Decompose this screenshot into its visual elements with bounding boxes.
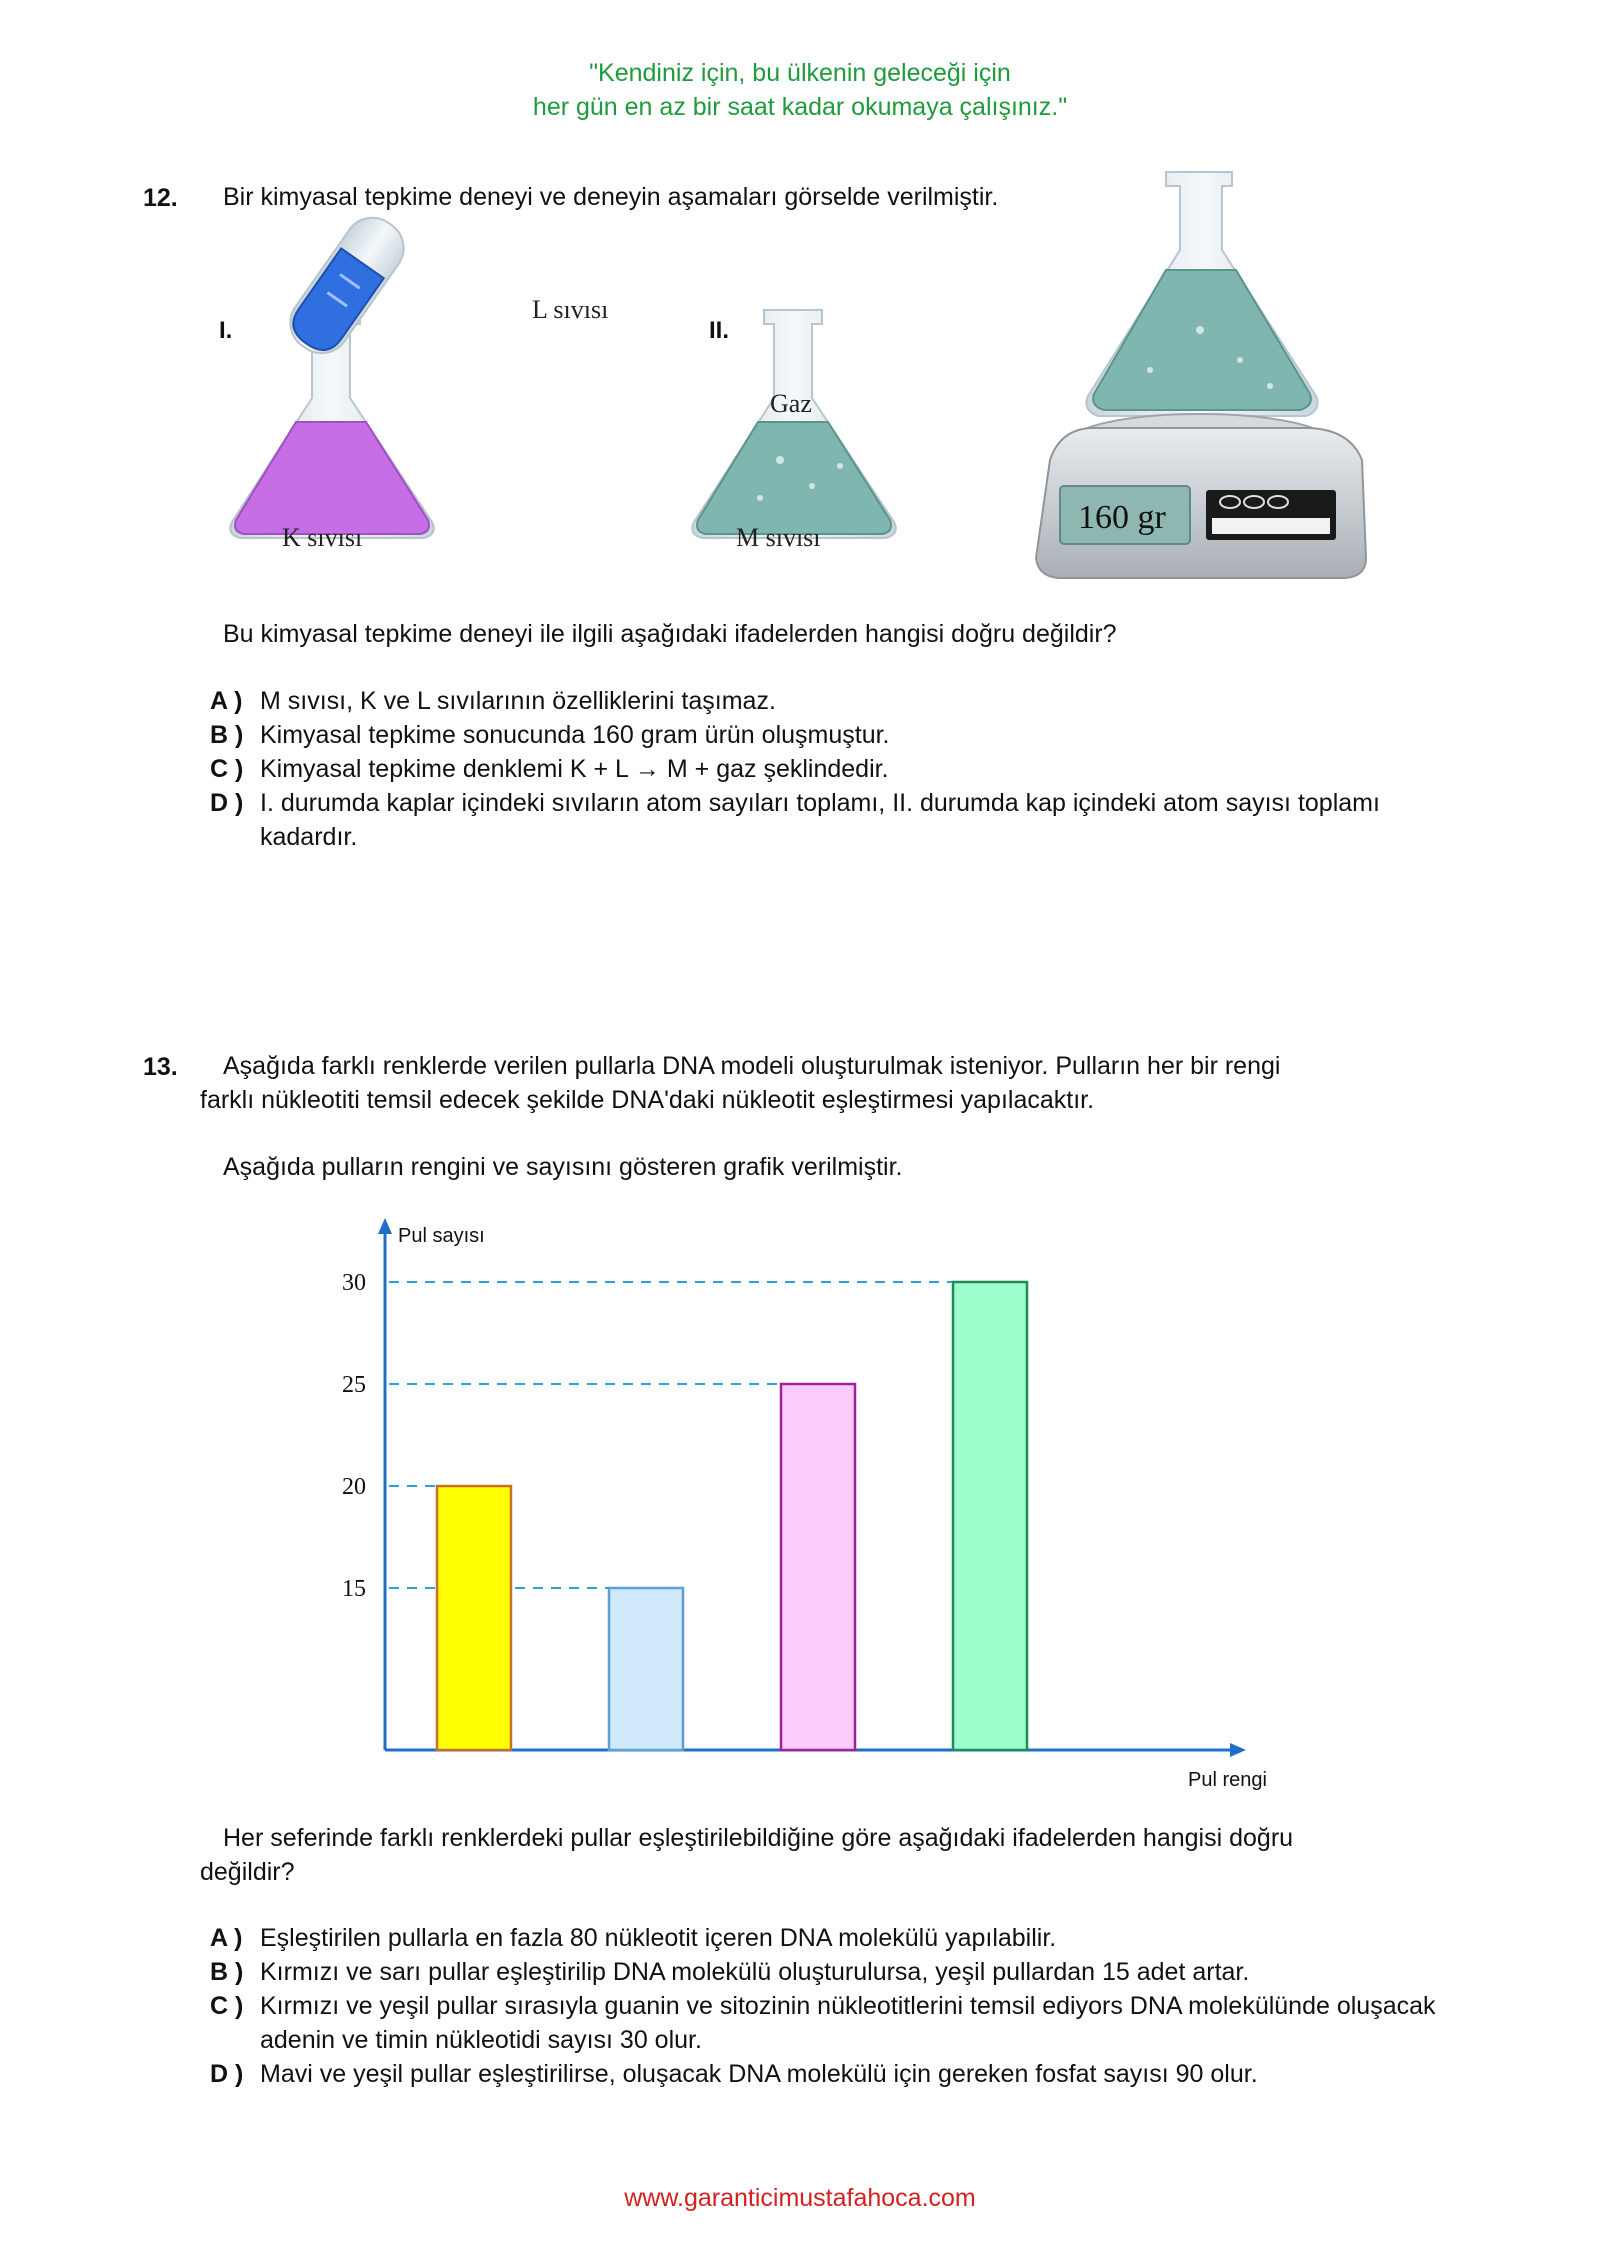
option-label: A ): [210, 687, 243, 715]
y-tick-label: 25: [342, 1372, 366, 1398]
question-12-prompt: Bu kimyasal tepkime deneyi ile ilgili aşağıdaki ifadelerden hangisi doğru değildir?: [223, 620, 1117, 648]
q12-option-b[interactable]: [210, 718, 1440, 752]
option-text: Eşleştirilen pullarla en fazla 80 nükleotit içeren DNA molekülü yapılabilir.: [260, 1924, 1057, 1952]
option-label: A ): [210, 1924, 243, 1952]
q13-option-d[interactable]: [210, 2057, 1440, 2091]
stage-1-label: I.: [219, 317, 233, 344]
pul-bar-3: [781, 1384, 855, 1750]
option-text: Mavi ve yeşil pullar eşleştirilirse, oluşacak DNA molekülü için gereken fosfat sayısı 90 olur.: [260, 2060, 1258, 2088]
option-label: D ): [210, 789, 244, 817]
question-13-text-line-2: farklı nükleotiti temsil edecek şekilde DNA'daki nükleotit eşleştirmesi yapılacaktır.: [200, 1086, 1095, 1114]
question-13-number: 13.: [143, 1053, 178, 1081]
footer-url: www.garanticimustafahoca.com: [624, 2184, 976, 2212]
y-axis-arrow: [378, 1218, 392, 1234]
l-liquid-label: L sıvısı: [532, 295, 609, 324]
m-liquid-label: M sıvısı: [736, 523, 821, 552]
q12-option-c[interactable]: [210, 752, 1440, 786]
option-label: D ): [210, 2060, 244, 2088]
pul-bar-2: [609, 1588, 683, 1750]
scale-reading: 160 gr: [1078, 499, 1166, 536]
question-12-options: [210, 684, 1440, 854]
option-text: Kırmızı ve sarı pullar eşleştirilip DNA molekülü oluşturulursa, yeşil pullardan 15 adet artar.: [260, 1958, 1250, 1986]
motto-line-1: "Kendiniz için, bu ülkenin geleceği için: [589, 59, 1011, 87]
y-tick-label: 15: [342, 1576, 366, 1602]
gas-label: Gaz: [770, 389, 812, 418]
question-12-text: Bir kimyasal tepkime deneyi ve deneyin aşamaları görselde verilmiştir.: [223, 183, 999, 211]
question-13-options: [210, 1921, 1440, 2091]
flask-m: [692, 310, 896, 552]
option-text: Kimyasal tepkime denklemi K + L → M + gaz şeklindedir.: [260, 755, 889, 783]
y-tick-label: 30: [342, 1270, 366, 1296]
chart-intro: Aşağıda pulların rengini ve sayısını gösteren grafik verilmiştir.: [223, 1153, 903, 1181]
q13-option-b[interactable]: [210, 1955, 1440, 1989]
option-label: C ): [210, 755, 244, 783]
question-13-prompt-line-1: Her seferinde farklı renklerdeki pullar eşleştirilebildiğine göre aşağıdaki ifadelerden hangisi doğru: [223, 1824, 1294, 1852]
option-text: Kimyasal tepkime sonucunda 160 gram ürün oluşmuştur.: [260, 721, 890, 749]
digital-scale: [1036, 414, 1366, 578]
pul-bar-1: [437, 1486, 511, 1750]
q13-option-a[interactable]: [210, 1921, 1440, 1955]
option-text: M sıvısı, K ve L sıvılarının özelliklerini taşımaz.: [260, 687, 776, 715]
stage-2-label: II.: [709, 317, 730, 344]
y-tick-label: 20: [342, 1474, 366, 1500]
pul-bar-4: [953, 1282, 1027, 1750]
q12-option-a[interactable]: [210, 684, 1440, 718]
question-13-text-line-1: Aşağıda farklı renklerde verilen pullarla DNA modeli oluşturulmak isteniyor. Pulların her bir rengi: [223, 1052, 1281, 1080]
option-text: Kırmızı ve yeşil pullar sırasıyla guanin ve sitozinin nükleotitlerini temsil ediyors DNA molekülünde oluşacak adenin ve timin nükleotidi sayısı 30 olur.: [260, 1992, 1436, 2054]
option-label: B ): [210, 1958, 244, 1986]
q13-option-c[interactable]: [210, 1989, 1440, 2057]
question-13-prompt-line-2: değildir?: [200, 1858, 295, 1886]
q12-option-d[interactable]: [210, 786, 1440, 854]
pul-bar-chart: [0, 1210, 1600, 1810]
flask-on-scale: [1086, 172, 1317, 416]
header-motto: [0, 56, 1600, 124]
x-axis-arrow: [1230, 1743, 1246, 1757]
m-liquid: [697, 422, 891, 534]
k-liquid-label: K sıvısı: [282, 523, 363, 552]
reaction-experiment-figure: [0, 160, 1600, 600]
question-12-number: 12.: [143, 184, 178, 212]
k-liquid: [235, 422, 429, 534]
y-axis-label: Pul sayısı: [398, 1225, 485, 1247]
option-label: C ): [210, 1992, 244, 2020]
option-label: B ): [210, 721, 244, 749]
motto-line-2: her gün en az bir saat kadar okumaya çalışınız.": [532, 93, 1068, 121]
option-text: I. durumda kaplar içindeki sıvıların atom sayıları toplamı, II. durumda kap içindeki atom sayısı toplamı kadardır.: [260, 789, 1380, 851]
x-axis-label: Pul rengi: [1188, 1769, 1267, 1791]
